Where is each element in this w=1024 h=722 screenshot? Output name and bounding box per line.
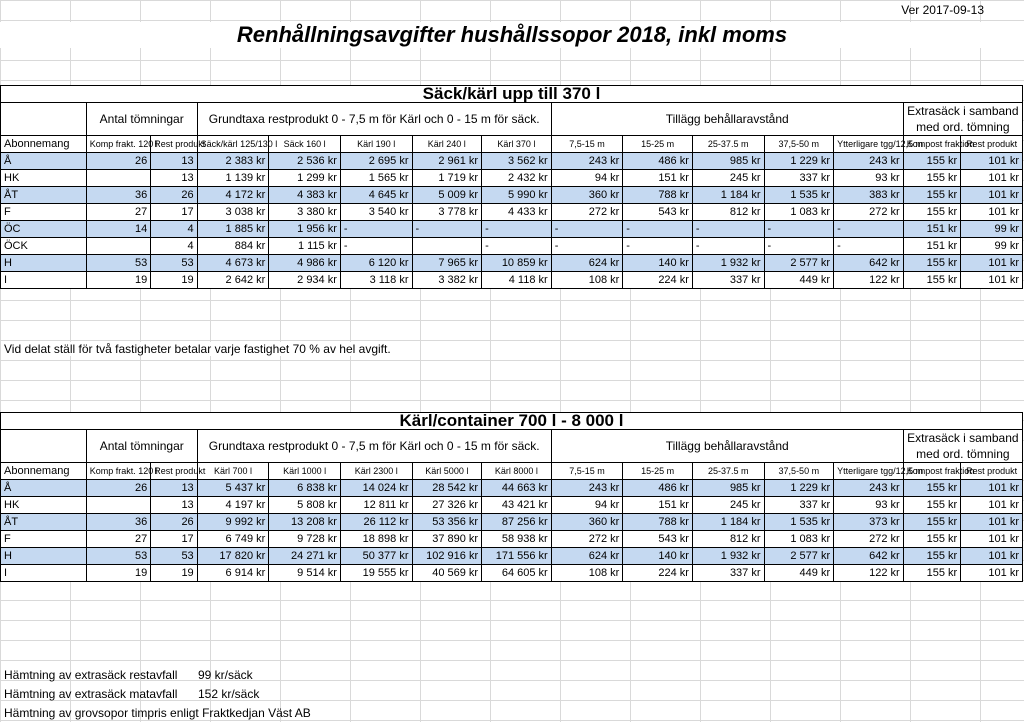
table-cell: - — [764, 238, 834, 255]
table-cell: 44 663 kr — [482, 480, 552, 497]
col-komp-frakt: Komp frakt. 120 l — [86, 136, 151, 153]
table-cell: 13 — [151, 170, 197, 187]
table-cell: 140 kr — [623, 548, 693, 565]
table-row — [1, 497, 1023, 514]
table-cell — [86, 238, 151, 255]
table-cell: 1 535 kr — [764, 187, 834, 204]
footer-label: Hämtning av extrasäck matavfall — [4, 687, 178, 701]
table-cell: 122 kr — [834, 272, 904, 289]
header-grundtaxa: Grundtaxa restprodukt 0 - 7,5 m för Kärl och 0 - 15 m för säck. — [197, 430, 551, 463]
table-cell: - — [551, 238, 623, 255]
table-cell: 19 555 kr — [340, 565, 412, 582]
table-cell: 4 986 kr — [269, 255, 341, 272]
table-cell: 9 728 kr — [269, 531, 341, 548]
table-cell: - — [623, 221, 693, 238]
table-cell: 642 kr — [834, 548, 904, 565]
table-cell: 245 kr — [692, 170, 764, 187]
table-cell: 17 — [151, 204, 197, 221]
table-title: Säck/kärl upp till 370 l — [1, 86, 1023, 103]
footer-line — [4, 668, 253, 682]
table-cell: - — [623, 238, 693, 255]
table-cell: 93 kr — [834, 170, 904, 187]
table-cell: 543 kr — [623, 531, 693, 548]
table-cell: 99 kr — [961, 238, 1023, 255]
table-cell: 4 118 kr — [482, 272, 552, 289]
table-cell: 449 kr — [764, 565, 834, 582]
header-extra: Extrasäck i samband med ord. tömning — [903, 430, 1022, 463]
table-cell: - — [551, 221, 623, 238]
row-abonnemang: H — [1, 548, 87, 565]
table-cell: 4 383 kr — [269, 187, 341, 204]
table-cell: 1 932 kr — [692, 548, 764, 565]
table-cell: 19 — [151, 565, 197, 582]
row-abonnemang: ÖC — [1, 221, 87, 238]
col-distance: 15-25 m — [623, 463, 693, 480]
row-abonnemang: HK — [1, 497, 87, 514]
table-cell: 155 kr — [903, 153, 960, 170]
table-cell: 624 kr — [551, 255, 623, 272]
col-rest: Rest produkt — [961, 136, 1023, 153]
table-cell: 337 kr — [692, 565, 764, 582]
table-cell: 624 kr — [551, 548, 623, 565]
table-title: Kärl/container 700 l - 8 000 l — [1, 413, 1023, 430]
table-cell: 101 kr — [961, 204, 1023, 221]
col-ytterligare: Ytterligare tgg/12,5 m — [834, 463, 904, 480]
col-size: Kärl 2300 l — [340, 463, 412, 480]
table-cell: 171 556 kr — [482, 548, 552, 565]
fee-table-large — [0, 412, 1023, 582]
table-cell: 3 382 kr — [412, 272, 482, 289]
table-cell: 18 898 kr — [340, 531, 412, 548]
table-row — [1, 255, 1023, 272]
footer-label: Hämtning av grovsopor timpris enligt Fraktkedjan Väst AB — [4, 706, 311, 720]
table-cell: 19 — [151, 272, 197, 289]
table-cell: 102 916 kr — [412, 548, 482, 565]
table-cell: 36 — [86, 187, 151, 204]
page-title: Renhållningsavgifter hushållssopor 2018, inkl moms — [0, 22, 1024, 48]
header-grundtaxa: Grundtaxa restprodukt 0 - 7,5 m för Kärl och 0 - 15 m för säck. — [197, 103, 551, 136]
table-cell: 6 749 kr — [197, 531, 269, 548]
table-cell: 101 kr — [961, 480, 1023, 497]
table-cell: 3 038 kr — [197, 204, 269, 221]
table-cell — [86, 170, 151, 187]
table-cell: 155 kr — [903, 480, 961, 497]
table-cell: 12 811 kr — [340, 497, 412, 514]
table-cell: 9 514 kr — [269, 565, 341, 582]
table-cell: 1 083 kr — [764, 531, 834, 548]
table-cell: 272 kr — [834, 204, 904, 221]
table-cell: 19 — [86, 272, 151, 289]
table-cell: 155 kr — [903, 272, 960, 289]
table-cell: 373 kr — [834, 514, 904, 531]
table-cell: 28 542 kr — [412, 480, 482, 497]
table-cell: 151 kr — [903, 238, 960, 255]
table-cell: 7 965 kr — [412, 255, 482, 272]
table-cell: 5 437 kr — [197, 480, 269, 497]
table-cell: 1 719 kr — [412, 170, 482, 187]
table-cell: 27 — [86, 531, 151, 548]
table-row — [1, 480, 1023, 497]
table-cell: 13 — [151, 153, 197, 170]
table-cell: 245 kr — [692, 497, 764, 514]
col-size: Kärl 190 l — [340, 136, 412, 153]
row-abonnemang: Å — [1, 480, 87, 497]
col-size: Kärl 8000 l — [482, 463, 552, 480]
table-cell: 37 890 kr — [412, 531, 482, 548]
header-blank — [1, 103, 87, 136]
table-row — [1, 170, 1023, 187]
table-cell: 4 433 kr — [482, 204, 552, 221]
table-cell: 4 197 kr — [197, 497, 269, 514]
table-cell: 53 356 kr — [412, 514, 482, 531]
table-cell: 27 — [86, 204, 151, 221]
table-cell: 101 kr — [961, 548, 1023, 565]
header-abonnemang: Abonnemang — [1, 463, 87, 480]
footer-line — [4, 687, 260, 701]
table-cell: 27 326 kr — [412, 497, 482, 514]
table-cell: 1 535 kr — [764, 514, 834, 531]
table-cell: 1 565 kr — [340, 170, 412, 187]
table-cell: 101 kr — [961, 272, 1023, 289]
table-cell: 19 — [86, 565, 151, 582]
table-cell: 360 kr — [551, 187, 623, 204]
table-row — [1, 272, 1023, 289]
table-cell: 101 kr — [961, 187, 1023, 204]
col-kompost: Kompost fraktion — [903, 136, 960, 153]
table-cell: 53 — [86, 255, 151, 272]
col-distance: 7,5-15 m — [551, 136, 623, 153]
table-cell: - — [692, 221, 764, 238]
table-cell: 101 kr — [961, 531, 1023, 548]
table-cell: 13 — [151, 480, 197, 497]
footer-value: 99 kr/säck — [198, 668, 253, 682]
table-cell: 122 kr — [834, 565, 904, 582]
table-row — [1, 548, 1023, 565]
table-cell: - — [764, 221, 834, 238]
table-cell: 383 kr — [834, 187, 904, 204]
table-cell: 224 kr — [623, 565, 693, 582]
col-size: Kärl 370 l — [482, 136, 552, 153]
table-cell: 4 — [151, 221, 197, 238]
header-antal: Antal tömningar — [86, 430, 197, 463]
col-size: Kärl 5000 l — [412, 463, 482, 480]
header-tillagg: Tillägg behållaravstånd — [551, 103, 903, 136]
header-abonnemang: Abonnemang — [1, 136, 87, 153]
table-cell: 151 kr — [623, 170, 693, 187]
table-cell: 1 229 kr — [764, 153, 834, 170]
table-cell: 13 — [151, 497, 197, 514]
table-cell: 101 kr — [961, 255, 1023, 272]
table-cell: 155 kr — [903, 204, 960, 221]
table-cell: - — [834, 238, 904, 255]
table-cell: 101 kr — [961, 170, 1023, 187]
table-cell: 155 kr — [903, 170, 960, 187]
table-row — [1, 221, 1023, 238]
col-size: Säck 160 l — [269, 136, 341, 153]
table-cell: 2 934 kr — [269, 272, 341, 289]
table-cell: 2 432 kr — [482, 170, 552, 187]
table-cell: 1 083 kr — [764, 204, 834, 221]
table-row — [1, 153, 1023, 170]
table-cell: 360 kr — [551, 514, 623, 531]
table-cell: 2 642 kr — [197, 272, 269, 289]
version-label: Ver 2017-09-13 — [901, 3, 984, 17]
table-cell: 337 kr — [764, 170, 834, 187]
table-cell: 449 kr — [764, 272, 834, 289]
table-cell: - — [482, 238, 552, 255]
table-cell: 3 118 kr — [340, 272, 412, 289]
table-cell: - — [340, 238, 412, 255]
table-cell: 140 kr — [623, 255, 693, 272]
table-body — [1, 153, 1023, 289]
table-cell: 155 kr — [903, 255, 960, 272]
table-row — [1, 187, 1023, 204]
col-distance: 25-37.5 m — [692, 463, 764, 480]
table-cell: 155 kr — [903, 497, 961, 514]
table-cell: 2 961 kr — [412, 153, 482, 170]
table-cell: 94 kr — [551, 497, 623, 514]
table-cell: 14 — [86, 221, 151, 238]
table-row — [1, 531, 1023, 548]
table-cell: 1 956 kr — [269, 221, 341, 238]
table-cell: 4 172 kr — [197, 187, 269, 204]
col-rest: Rest produkt — [961, 463, 1023, 480]
table-cell: 50 377 kr — [340, 548, 412, 565]
table-cell: - — [834, 221, 904, 238]
col-ytterligare: Ytterligare tgg/12,5 m — [834, 136, 904, 153]
table-cell: 788 kr — [623, 187, 693, 204]
table-cell: 543 kr — [623, 204, 693, 221]
table-cell: 272 kr — [834, 531, 904, 548]
table-cell: 155 kr — [903, 565, 961, 582]
table-row — [1, 514, 1023, 531]
table-cell: 14 024 kr — [340, 480, 412, 497]
table-cell: - — [692, 238, 764, 255]
table-row — [1, 565, 1023, 582]
table-cell: 101 kr — [961, 497, 1023, 514]
table-cell: 151 kr — [903, 221, 960, 238]
table-cell: 1 229 kr — [764, 480, 834, 497]
table-cell: 40 569 kr — [412, 565, 482, 582]
table-cell: 17 820 kr — [197, 548, 269, 565]
table-cell: 26 — [151, 187, 197, 204]
table-cell: 101 kr — [961, 514, 1023, 531]
table-cell: 884 kr — [197, 238, 269, 255]
table-cell — [86, 497, 151, 514]
col-kompost: Kompost fraktion — [903, 463, 961, 480]
table-cell: 58 938 kr — [482, 531, 552, 548]
table-cell: 101 kr — [961, 565, 1023, 582]
table-cell: 272 kr — [551, 531, 623, 548]
table-cell: 108 kr — [551, 272, 623, 289]
table-cell: 1 932 kr — [692, 255, 764, 272]
table-cell: 53 — [86, 548, 151, 565]
table-cell: 24 271 kr — [269, 548, 341, 565]
table-cell: 2 383 kr — [197, 153, 269, 170]
col-size: Kärl 240 l — [412, 136, 482, 153]
table-cell: 2 695 kr — [340, 153, 412, 170]
table-cell: 4 645 kr — [340, 187, 412, 204]
table-cell: 243 kr — [834, 153, 904, 170]
fee-table-small — [0, 85, 1023, 289]
table-cell: 2 577 kr — [764, 548, 834, 565]
row-abonnemang: ÅT — [1, 514, 87, 531]
table-cell: 155 kr — [903, 187, 960, 204]
row-abonnemang: HK — [1, 170, 87, 187]
table-cell: 99 kr — [961, 221, 1023, 238]
table-cell: 486 kr — [623, 480, 693, 497]
table-cell: 6 914 kr — [197, 565, 269, 582]
row-abonnemang: H — [1, 255, 87, 272]
table-cell: 985 kr — [692, 153, 764, 170]
table-cell: 64 605 kr — [482, 565, 552, 582]
row-abonnemang: ÖCK — [1, 238, 87, 255]
table-body — [1, 480, 1023, 582]
table-cell: 4 — [151, 238, 197, 255]
table-cell: 53 — [151, 548, 197, 565]
table-cell: 486 kr — [623, 153, 693, 170]
col-size: Säck/kärl 125/130 l — [197, 136, 269, 153]
table-cell: 337 kr — [764, 497, 834, 514]
footer-line — [4, 706, 311, 720]
row-abonnemang: F — [1, 204, 87, 221]
table-cell: 812 kr — [692, 531, 764, 548]
table-cell: 5 009 kr — [412, 187, 482, 204]
table-cell: 1 139 kr — [197, 170, 269, 187]
col-size: Kärl 1000 l — [269, 463, 341, 480]
table-cell: 3 380 kr — [269, 204, 341, 221]
table-cell: - — [412, 221, 482, 238]
table-cell: 155 kr — [903, 514, 961, 531]
col-rest-produkt: Rest produkt — [151, 463, 197, 480]
col-size: Kärl 700 l — [197, 463, 269, 480]
header-extra: Extrasäck i samband med ord. tömning — [903, 103, 1022, 136]
row-abonnemang: I — [1, 565, 87, 582]
table-cell: 1 184 kr — [692, 187, 764, 204]
table-cell: 2 577 kr — [764, 255, 834, 272]
table-cell: 151 kr — [623, 497, 693, 514]
table-cell: 5 808 kr — [269, 497, 341, 514]
col-distance: 7,5-15 m — [551, 463, 623, 480]
col-distance: 25-37.5 m — [692, 136, 764, 153]
row-abonnemang: ÅT — [1, 187, 87, 204]
table-cell: 10 859 kr — [482, 255, 552, 272]
col-distance: 37,5-50 m — [764, 463, 834, 480]
row-abonnemang: I — [1, 272, 87, 289]
table-cell: 243 kr — [551, 480, 623, 497]
table-cell: 243 kr — [834, 480, 904, 497]
table-cell: 224 kr — [623, 272, 693, 289]
table-cell: 6 838 kr — [269, 480, 341, 497]
header-tillagg: Tillägg behållaravstånd — [551, 430, 903, 463]
shared-note: Vid delat ställ för två fastigheter betalar varje fastighet 70 % av hel avgift. — [4, 342, 391, 356]
table-cell: 6 120 kr — [340, 255, 412, 272]
table-cell: 26 — [151, 514, 197, 531]
col-komp-frakt: Komp frakt. 120 l — [86, 463, 151, 480]
table-cell: 3 562 kr — [482, 153, 552, 170]
table-row — [1, 204, 1023, 221]
table-cell: - — [482, 221, 552, 238]
table-cell: 155 kr — [903, 548, 961, 565]
row-abonnemang: Å — [1, 153, 87, 170]
table-cell: 812 kr — [692, 204, 764, 221]
table-cell: 3 540 kr — [340, 204, 412, 221]
table-cell: 1 299 kr — [269, 170, 341, 187]
footer-value: 152 kr/säck — [198, 687, 260, 701]
row-abonnemang: F — [1, 531, 87, 548]
table-cell: 5 990 kr — [482, 187, 552, 204]
table-cell: 985 kr — [692, 480, 764, 497]
header-blank — [1, 430, 87, 463]
table-cell: 2 536 kr — [269, 153, 341, 170]
table-cell: 87 256 kr — [482, 514, 552, 531]
table-cell: 243 kr — [551, 153, 623, 170]
table-cell: 4 673 kr — [197, 255, 269, 272]
table-cell: 94 kr — [551, 170, 623, 187]
header-antal: Antal tömningar — [86, 103, 197, 136]
table-cell: 1 184 kr — [692, 514, 764, 531]
table-cell: 9 992 kr — [197, 514, 269, 531]
col-distance: 15-25 m — [623, 136, 693, 153]
table-cell: 337 kr — [692, 272, 764, 289]
table-cell: 1 115 kr — [269, 238, 341, 255]
table-cell: 101 kr — [961, 153, 1023, 170]
table-cell: 26 — [86, 480, 151, 497]
table-cell: 26 112 kr — [340, 514, 412, 531]
table-cell: 93 kr — [834, 497, 904, 514]
table-cell: 3 778 kr — [412, 204, 482, 221]
table-cell: 17 — [151, 531, 197, 548]
table-cell: 36 — [86, 514, 151, 531]
table-cell: 53 — [151, 255, 197, 272]
table-cell: - — [340, 221, 412, 238]
table-cell — [412, 238, 482, 255]
footer-label: Hämtning av extrasäck restavfall — [4, 668, 178, 682]
col-distance: 37,5-50 m — [764, 136, 834, 153]
table-cell: 155 kr — [903, 531, 961, 548]
table-row — [1, 238, 1023, 255]
table-cell: 26 — [86, 153, 151, 170]
table-cell: 13 208 kr — [269, 514, 341, 531]
table-cell: 272 kr — [551, 204, 623, 221]
table-cell: 788 kr — [623, 514, 693, 531]
table-cell: 1 885 kr — [197, 221, 269, 238]
table-cell: 108 kr — [551, 565, 623, 582]
table-cell: 43 421 kr — [482, 497, 552, 514]
table-cell: 642 kr — [834, 255, 904, 272]
col-rest-produkt: Rest produkt — [151, 136, 197, 153]
